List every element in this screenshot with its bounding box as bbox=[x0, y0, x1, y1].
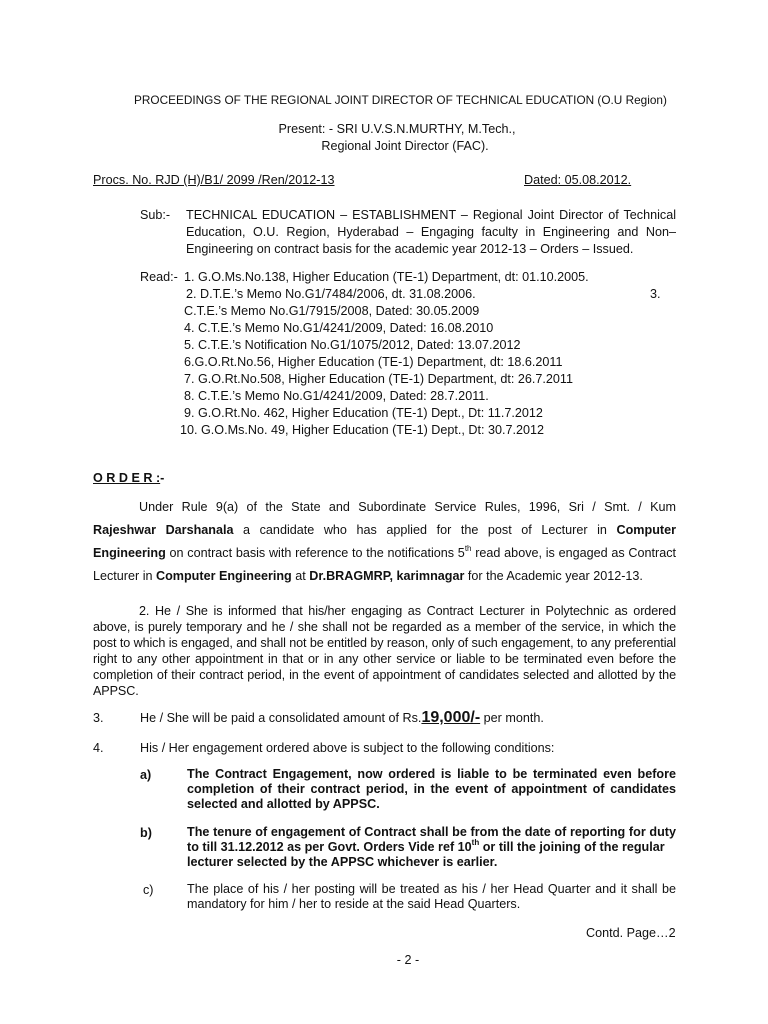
para3-text bbox=[140, 710, 544, 726]
condition-a bbox=[187, 767, 676, 812]
para4-number: 4. bbox=[93, 741, 104, 755]
read-item: 6.G.O.Rt.No.56, Higher Education (TE-1) Department, dt: 18.6.2011 bbox=[184, 355, 563, 369]
para3-number: 3. bbox=[93, 711, 104, 725]
condition-a-label: a) bbox=[140, 768, 152, 782]
para1-text: at bbox=[291, 569, 310, 583]
read-label: Read:- bbox=[140, 270, 178, 284]
condition-c bbox=[187, 882, 676, 912]
subject-line: Engineering on contract basis for the academic year 2012-13 – Orders – Issued. bbox=[186, 242, 634, 256]
para1-text: read above, is engaged as Contract bbox=[471, 546, 676, 560]
condition-b bbox=[187, 825, 676, 870]
para3-text-before: He / She will be paid a consolidated amount of Rs. bbox=[140, 711, 422, 725]
condition-b-label: b) bbox=[140, 826, 152, 840]
order-heading-text: O R D E R : bbox=[93, 471, 161, 485]
branch-name: Computer Engineering bbox=[156, 569, 292, 583]
read-item: 8. C.T.E.’s Memo No.G1/4241/2009, Dated: 28.7.2011. bbox=[184, 389, 489, 403]
para1-line: Under Rule 9(a) of the State and Subordinate Service Rules, 1996, Sri / Smt. / Kum bbox=[139, 500, 676, 514]
condition-line: mandatory for him / her to reside at the said Head Quarters. bbox=[187, 897, 521, 911]
read-item: C.T.E.’s Memo No.G1/7915/2008, Dated: 30.05.2009 bbox=[184, 304, 480, 318]
read-item: 2. D.T.E.’s Memo No.G1/7484/2006, dt. 31.08.2006. bbox=[186, 287, 476, 301]
college-name: Dr.BRAGMRP, karimnagar bbox=[309, 569, 465, 583]
condition-c-label: c) bbox=[143, 883, 154, 897]
candidate-name: Rajeshwar Darshanala bbox=[93, 523, 234, 537]
procs-number: Procs. No. RJD (H)/B1/ 2099 /Ren/2012-13 bbox=[93, 173, 335, 187]
read-item: 9. G.O.Rt.No. 462, Higher Education (TE-1) Dept., Dt: 11.7.2012 bbox=[184, 406, 543, 420]
read-item-number: 3. bbox=[650, 287, 661, 301]
para1-text: for the Academic year 2012-13. bbox=[464, 569, 643, 583]
condition-line: The Contract Engagement, now ordered is liable to be terminated even before bbox=[187, 767, 676, 781]
para1-line bbox=[93, 542, 676, 565]
para4-text: His / Her engagement ordered above is subject to the following conditions: bbox=[140, 741, 555, 755]
order-paragraph-2: 2. He / She is informed that his/her engaging as Contract Lecturer in Polytechnic as ordered above, is purely temporary and he / she shall not be regarded as a member of the service, in which the post to which is engaged, and shall not be entitled by reason, only of such engagement, to any preferential right to any other appointment in that or in any other service or liable to be terminated even before the completion of their contract period, in the event of appointment of candidates selected and allotted by the APPSC. bbox=[93, 604, 676, 698]
proceedings-title: PROCEEDINGS OF THE REGIONAL JOINT DIRECTOR OF TECHNICAL EDUCATION (O.U Region) bbox=[134, 93, 667, 107]
order-paragraph-1 bbox=[93, 496, 676, 588]
order-heading bbox=[93, 470, 164, 486]
condition-line: completion of their contract period, in the event of appointment of candidates bbox=[187, 782, 676, 796]
para3-text-after: per month. bbox=[480, 711, 544, 725]
designation-line: Regional Joint Director (FAC). bbox=[321, 139, 489, 153]
superscript: th bbox=[471, 837, 480, 847]
read-item: 1. G.O.Ms.No.138, Higher Education (TE-1) Department, dt: 01.10.2005. bbox=[184, 270, 589, 284]
condition-text: to till 31.12.2012 as per Govt. Orders Vide ref 10 bbox=[187, 840, 472, 854]
superscript: th bbox=[464, 543, 472, 553]
para1-text: a candidate who has applied for the post of Lecturer in bbox=[233, 523, 617, 537]
branch-name: Computer bbox=[616, 523, 676, 537]
branch-name: Engineering bbox=[93, 546, 166, 560]
subject-line: TECHNICAL EDUCATION – ESTABLISHMENT – Regional Joint Director of Technical bbox=[186, 208, 676, 222]
para1-text: on contract basis with reference to the notifications 5 bbox=[165, 546, 465, 560]
dated: Dated: 05.08.2012. bbox=[524, 173, 632, 187]
subject-label: Sub:- bbox=[140, 208, 171, 222]
read-item: 10. G.O.Ms.No. 49, Higher Education (TE-1) Dept., Dt: 30.7.2012 bbox=[180, 423, 544, 437]
subject-block bbox=[186, 207, 676, 258]
condition-line: lecturer selected by the APPSC whichever is earlier. bbox=[187, 855, 498, 869]
para1-text: Lecturer in bbox=[93, 569, 156, 583]
read-item: 5. C.T.E.’s Notification No.G1/1075/2012, Dated: 13.07.2012 bbox=[184, 338, 521, 352]
para1-line bbox=[93, 565, 676, 588]
page-number: - 2 - bbox=[396, 953, 420, 967]
condition-line: The tenure of engagement of Contract shall be from the date of reporting for duty bbox=[187, 825, 676, 839]
subject-line: Education, O.U. Region, Hyderabad – Engaging faculty in Engineering and Non– bbox=[186, 225, 676, 239]
para1-line bbox=[93, 519, 676, 542]
continued-note: Contd. Page…2 bbox=[586, 926, 676, 940]
present-line: Present: - SRI U.V.S.N.MURTHY, M.Tech., bbox=[278, 122, 516, 136]
condition-line bbox=[187, 837, 676, 855]
condition-text: or till the joining of the regular bbox=[479, 840, 665, 854]
order-heading-suffix: - bbox=[160, 471, 165, 485]
read-item: 4. C.T.E.’s Memo No.G1/4241/2009, Dated: 16.08.2010 bbox=[184, 321, 494, 335]
condition-line: The place of his / her posting will be treated as his / her Head Quarter and it shall be bbox=[187, 882, 676, 896]
read-item: 7. G.O.Rt.No.508, Higher Education (TE-1) Department, dt: 26.7.2011 bbox=[184, 372, 573, 386]
consolidated-amount: 19,000/- bbox=[421, 709, 481, 726]
condition-line: selected and allotted by APPSC. bbox=[187, 797, 380, 811]
